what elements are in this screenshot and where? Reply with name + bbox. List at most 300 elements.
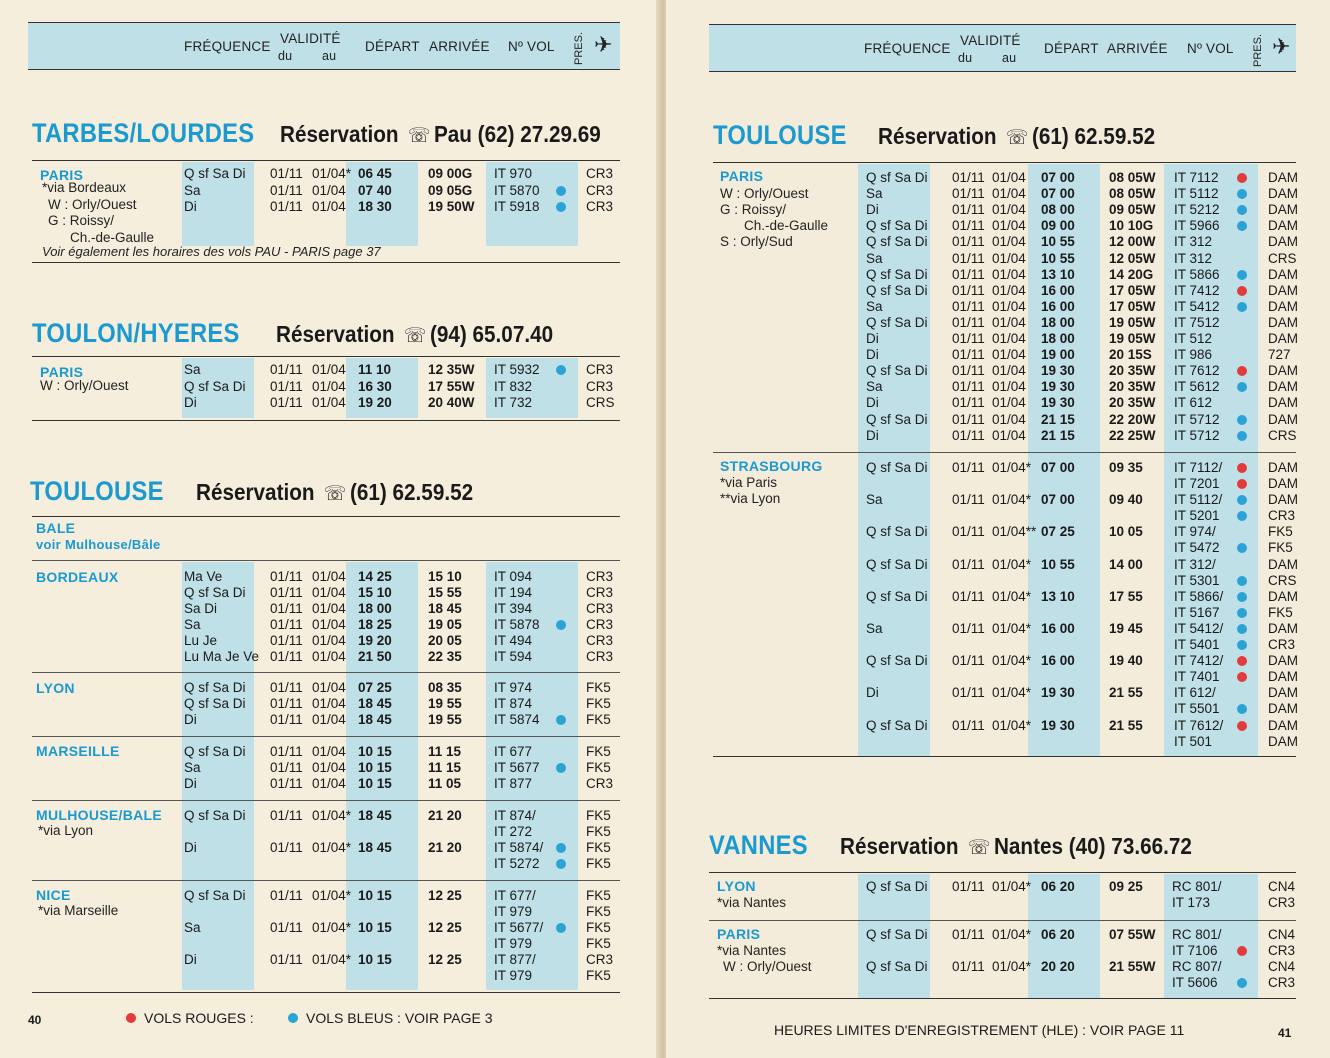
see-mulhouse: voir Mulhouse/Bâle — [36, 537, 161, 552]
arrival-time: 09 05W — [1109, 202, 1156, 218]
flight-number: IT 7401 — [1174, 669, 1220, 685]
valid-from: 01/11 — [952, 202, 985, 218]
flight-number: IT 5501 — [1174, 701, 1220, 717]
valid-to: 01/04 — [992, 266, 1026, 282]
destination-note: *via Nantes — [717, 943, 787, 958]
header-validite: VALIDITÉ — [280, 31, 341, 46]
frequency: Q sf Sa Di — [866, 218, 928, 234]
aircraft-type: FK5 — [586, 840, 611, 855]
rule — [713, 452, 1296, 453]
arrival-time: 17 55W — [428, 378, 475, 394]
frequency: Q sf Sa Di — [866, 363, 928, 379]
valid-from: 01/11 — [952, 653, 985, 669]
city-title: TARBES/LOURDES — [32, 118, 255, 148]
red-dot-icon — [1237, 286, 1247, 296]
frequency: Q sf Sa Di — [866, 411, 928, 427]
frequency: Q sf Sa Di — [866, 282, 928, 298]
departure-time: 07 40 — [358, 182, 392, 198]
flight-number: IT 5932 — [494, 362, 540, 377]
valid-from: 01/11 — [270, 888, 303, 903]
valid-to: 01/04 — [992, 250, 1026, 266]
frequency: Di — [184, 395, 197, 410]
flight-number: IT 312 — [1174, 250, 1213, 266]
arrival-time: 19 40 — [1109, 653, 1143, 669]
flight-number: IT 5472 — [1174, 540, 1220, 556]
aircraft-type: CN4 — [1268, 927, 1296, 942]
frequency: Di — [184, 199, 197, 214]
departure-time: 10 15 — [358, 920, 392, 935]
destination-note: W : Orly/Ouest — [720, 186, 809, 201]
valid-to: 01/04 — [992, 347, 1026, 363]
destination-note: W : Orly/Ouest — [40, 378, 129, 393]
aircraft-type: CR3 — [586, 182, 614, 198]
valid-from: 01/11 — [952, 621, 985, 636]
valid-from: 01/11 — [270, 199, 303, 214]
blue-dot-icon — [1237, 640, 1247, 650]
arrival-time: 12 25 — [428, 888, 462, 903]
arrival-time: 11 15 — [428, 744, 462, 759]
departure-time: 19 20 — [358, 395, 392, 410]
frequency: Q sf Sa Di — [184, 585, 246, 600]
flight-number: IT 979 — [494, 968, 533, 983]
arrival-time: 20 40W — [428, 395, 475, 410]
header-arrivee: ARRIVÉE — [1107, 41, 1168, 56]
frequency: Ma Ve — [184, 569, 223, 584]
aircraft-type: FK5 — [586, 712, 611, 727]
flight-number: IT 7612/ — [1174, 717, 1224, 733]
destination-note: G : Roissy/ — [720, 202, 787, 217]
valid-to: 01/04 — [312, 199, 346, 214]
departure-time: 07 00 — [1041, 492, 1075, 508]
header-validite: VALIDITÉ — [960, 33, 1021, 48]
aircraft-type: DAM — [1268, 331, 1298, 346]
flight-number: IT 5677 — [494, 760, 540, 775]
city-title: TOULOUSE — [713, 120, 847, 150]
phone-icon: ☏ — [407, 125, 431, 147]
arrival-time: 09 05G — [428, 182, 473, 198]
rule — [32, 560, 620, 561]
valid-to: 01/04* — [992, 492, 1032, 508]
flight-number: IT 5606 — [1172, 975, 1218, 990]
aircraft-type: FK5 — [586, 856, 611, 871]
flight-number: IT 612 — [1174, 395, 1213, 411]
flight-number: IT 677/ — [494, 888, 536, 903]
flight-number: IT 5167 — [1174, 604, 1220, 620]
flight-number: IT 832 — [494, 378, 533, 394]
frequency: Sa Di — [184, 601, 218, 616]
flight-number: IT 874/ — [494, 808, 536, 823]
flight-number: IT 5866/ — [1174, 588, 1224, 604]
aircraft-type: DAM — [1268, 298, 1298, 314]
valid-to: 01/04 — [992, 170, 1026, 185]
valid-from: 01/11 — [952, 266, 985, 282]
aircraft-type: FK5 — [586, 696, 611, 711]
aircraft-type: FK5 — [586, 680, 611, 695]
aircraft-type: DAM — [1268, 234, 1298, 250]
aircraft-type: DAM — [1268, 395, 1298, 411]
frequency: Sa — [866, 250, 883, 266]
rule — [32, 160, 620, 161]
arrival-time: 19 55 — [428, 712, 462, 727]
departure-time: 20 20 — [1041, 959, 1075, 974]
departure-time: 16 30 — [358, 378, 392, 394]
valid-from: 01/11 — [270, 362, 303, 377]
arrival-time: 09 35 — [1109, 460, 1143, 475]
destination-lyon: LYON — [36, 680, 75, 696]
destination-note: W : Orly/Ouest — [48, 196, 137, 212]
flight-number: IT 312/ — [1174, 556, 1216, 572]
red-dot-icon — [1237, 479, 1247, 489]
aircraft-type: DAM — [1268, 218, 1298, 234]
valid-from: 01/11 — [952, 314, 985, 330]
frequency: Q sf Sa Di — [866, 717, 928, 733]
valid-from: 01/11 — [270, 920, 303, 935]
valid-from: 01/11 — [952, 186, 985, 202]
valid-from: 01/11 — [952, 298, 985, 314]
arrival-time: 14 20G — [1109, 266, 1154, 282]
blue-dot-icon — [556, 923, 566, 933]
destination-note: *via Paris — [720, 475, 778, 490]
frequency: Di — [184, 776, 197, 791]
aircraft-type: FK5 — [586, 968, 611, 983]
phone-number: (61) 62.59.52 — [1031, 123, 1156, 149]
flight-number: IT 494 — [494, 633, 533, 648]
valid-from: 01/11 — [270, 840, 303, 855]
aircraft-type: CR3 — [1268, 637, 1296, 652]
valid-from: 01/11 — [270, 808, 303, 823]
rule — [709, 920, 1296, 921]
rule — [32, 516, 620, 517]
red-dot-icon — [1237, 946, 1247, 956]
valid-from: 01/11 — [952, 427, 985, 443]
blue-dot-icon — [1237, 431, 1247, 441]
flight-number: IT 7412 — [1174, 282, 1220, 298]
flight-number: IT 612/ — [1174, 685, 1216, 701]
valid-to: 01/04 — [312, 569, 346, 584]
flight-number: IT 5677/ — [494, 920, 544, 935]
valid-to: 01/04 — [312, 395, 346, 410]
arrival-time: 20 35W — [1109, 395, 1156, 411]
flight-number: IT 7201 — [1174, 476, 1220, 491]
valid-to: 01/04 — [312, 617, 346, 632]
departure-time: 07 25 — [1041, 524, 1075, 540]
valid-from: 01/11 — [952, 717, 985, 733]
valid-from: 01/11 — [270, 601, 303, 616]
frequency: Di — [184, 712, 197, 727]
flight-number: RC 801/ — [1172, 927, 1222, 942]
valid-to: 01/04* — [312, 840, 352, 855]
flight-number: IT 5412 — [1174, 298, 1220, 314]
rule — [713, 162, 1296, 163]
departure-time: 18 00 — [358, 601, 392, 616]
reservation-line — [196, 479, 473, 506]
arrival-time: 12 05W — [1109, 250, 1156, 266]
legend-blue: VOLS BLEUS : VOIR PAGE 3 — [306, 1010, 493, 1026]
frequency: Q sf Sa Di — [866, 234, 928, 250]
aircraft-type: CRS — [1268, 427, 1297, 443]
valid-to: 01/04 — [312, 378, 346, 394]
valid-from: 01/11 — [952, 347, 985, 363]
aircraft-type: CR3 — [586, 378, 614, 394]
frequency: Sa — [184, 617, 201, 632]
aircraft-type: DAM — [1268, 733, 1298, 749]
aircraft-type: CR3 — [586, 601, 614, 616]
arrival-time: 08 05W — [1109, 186, 1156, 202]
airplane-icon: ✈ — [594, 32, 613, 57]
departure-time: 10 15 — [358, 760, 392, 775]
header-au: au — [322, 49, 337, 63]
departure-time: 11 10 — [358, 362, 392, 377]
red-dot-icon — [1237, 463, 1247, 473]
aircraft-type: CRS — [586, 395, 615, 410]
aircraft-type: FK5 — [586, 744, 611, 759]
valid-to: 01/04 — [992, 379, 1026, 395]
aircraft-type: DAM — [1268, 363, 1298, 379]
rule — [709, 872, 1296, 873]
flight-number: IT 173 — [1172, 895, 1211, 910]
flight-number: IT 272 — [494, 824, 533, 839]
valid-from: 01/11 — [952, 927, 985, 942]
destination-marseille: MARSEILLE — [36, 743, 120, 759]
flight-number: IT 512 — [1174, 331, 1213, 346]
valid-to: 01/04* — [992, 588, 1032, 604]
aircraft-type: DAM — [1268, 266, 1298, 282]
blue-dot-icon — [556, 365, 566, 375]
city-title: TOULOUSE — [30, 476, 164, 506]
aircraft-type: 727 — [1268, 347, 1291, 363]
aircraft-type: FK5 — [586, 760, 611, 775]
valid-to: 01/04* — [992, 717, 1032, 733]
arrival-time: 17 05W — [1109, 298, 1156, 314]
valid-to: 01/04* — [312, 952, 352, 967]
flight-number: IT 970 — [494, 166, 533, 181]
flight-number: IT 5212 — [1174, 202, 1220, 218]
departure-time: 18 00 — [1041, 331, 1075, 346]
frequency: Q sf Sa Di — [866, 588, 928, 604]
aircraft-type: CR3 — [586, 569, 614, 584]
arrival-time: 12 00W — [1109, 234, 1156, 250]
valid-to: 01/04* — [992, 653, 1032, 669]
aircraft-type: CR3 — [1268, 508, 1296, 524]
legend-red: VOLS ROUGES : — [144, 1010, 254, 1026]
aircraft-type: DAM — [1268, 556, 1298, 572]
column-header — [28, 22, 620, 70]
header-du: du — [958, 51, 973, 65]
header-no-vol: Nº VOL — [508, 39, 555, 54]
destination-paris: PARIS — [720, 168, 764, 184]
flight-number: IT 094 — [494, 569, 533, 584]
header-depart: DÉPART — [1044, 41, 1099, 56]
departure-time: 18 00 — [1041, 314, 1075, 330]
frequency: Q sf Sa Di — [866, 959, 928, 974]
valid-from: 01/11 — [270, 633, 303, 648]
header-no-vol: Nº VOL — [1187, 41, 1234, 56]
frequency: Q sf Sa Di — [184, 166, 246, 181]
blue-dot-icon — [556, 843, 566, 853]
valid-to: 01/04 — [312, 585, 346, 600]
flight-number: RC 807/ — [1172, 959, 1222, 974]
flight-number: IT 5966 — [1174, 218, 1220, 234]
blue-dot-icon — [556, 715, 566, 725]
aircraft-type: CR3 — [1268, 943, 1296, 958]
flight-number: IT 7112 — [1174, 170, 1219, 185]
city-title: VANNES — [709, 830, 808, 860]
arrival-time: 21 20 — [428, 840, 462, 855]
valid-to: 01/04 — [992, 427, 1026, 443]
valid-to: 01/04 — [312, 760, 346, 775]
valid-from: 01/11 — [952, 395, 985, 411]
reservation-label: Réservation — [196, 479, 315, 505]
valid-to: 01/04* — [992, 621, 1032, 636]
arrival-time: 10 10G — [1109, 218, 1154, 234]
departure-time: 07 00 — [1041, 460, 1075, 475]
frequency: Sa — [866, 186, 883, 202]
departure-time: 19 20 — [358, 633, 392, 648]
valid-from: 01/11 — [952, 250, 985, 266]
aircraft-type: FK5 — [1268, 524, 1293, 540]
valid-from: 01/11 — [952, 959, 985, 974]
timetable-page-41 — [666, 0, 1330, 1058]
valid-to: 01/04 — [992, 218, 1026, 234]
destination-lyon: LYON — [717, 878, 756, 894]
destination-note: *via Marseille — [38, 903, 119, 918]
frequency: Sa — [866, 379, 883, 395]
destination-note: G : Roissy/ — [48, 213, 115, 228]
arrival-time: 21 20 — [428, 808, 462, 823]
valid-from: 01/11 — [270, 744, 303, 759]
column-header — [709, 24, 1296, 72]
valid-to: 01/04* — [992, 959, 1032, 974]
page-number: 40 — [28, 1013, 42, 1027]
destination-note: S : Orly/Sud — [720, 234, 793, 249]
flight-number: IT 7612 — [1174, 363, 1220, 379]
aircraft-type: DAM — [1268, 621, 1298, 636]
arrival-time: 22 25W — [1109, 427, 1156, 443]
flight-number: IT 5712 — [1174, 427, 1220, 443]
rule — [32, 992, 620, 993]
flight-number: IT 194 — [494, 585, 533, 600]
flight-number: IT 5866 — [1174, 266, 1220, 282]
flight-number: IT 312 — [1174, 234, 1213, 250]
valid-to: 01/04* — [312, 808, 352, 823]
city-title: TOULON/HYERES — [32, 318, 240, 348]
valid-to: 01/04 — [312, 362, 346, 377]
aircraft-type: DAM — [1268, 476, 1298, 491]
destination-note: Ch.-de-Gaulle — [744, 218, 829, 233]
aircraft-type: DAM — [1268, 717, 1298, 733]
frequency: Lu Ma Je Ve — [184, 649, 260, 664]
reservation-label: Réservation — [276, 321, 395, 347]
departure-time: 06 20 — [1041, 879, 1075, 894]
destination-note: *via Nantes — [717, 895, 787, 910]
departure-time: 06 20 — [1041, 927, 1075, 942]
reservation-label: Réservation — [280, 121, 399, 147]
arrival-time: 11 15 — [428, 760, 462, 775]
aircraft-type: CR3 — [586, 633, 614, 648]
destination-note: W : Orly/Ouest — [723, 959, 812, 974]
destination-paris: PARIS — [40, 167, 84, 183]
header-depart: DÉPART — [365, 39, 420, 54]
aircraft-type: CN4 — [1268, 879, 1296, 894]
destination-mulhouse: MULHOUSE/BALE — [36, 807, 163, 823]
valid-from: 01/11 — [952, 556, 985, 572]
arrival-time: 15 10 — [428, 569, 462, 584]
reservation-label: Réservation — [840, 833, 959, 859]
blue-dot-icon — [556, 763, 566, 773]
valid-from: 01/11 — [952, 218, 985, 234]
flight-number: IT 986 — [1174, 347, 1213, 363]
phone-number: Pau (62) 27.29.69 — [433, 121, 601, 147]
aircraft-type: DAM — [1268, 170, 1298, 185]
arrival-time: 19 05 — [428, 617, 462, 632]
departure-time: 21 15 — [1041, 427, 1075, 443]
valid-to: 01/04 — [992, 331, 1026, 346]
header-frequence: FRÉQUENCE — [184, 39, 271, 54]
phone-number: (94) 65.07.40 — [429, 321, 554, 347]
valid-from: 01/11 — [952, 379, 985, 395]
valid-from: 01/11 — [952, 685, 985, 701]
departure-time: 19 00 — [1041, 347, 1075, 363]
frequency: Q sf Sa Di — [184, 888, 246, 903]
arrival-time: 12 25 — [428, 920, 462, 935]
departure-time: 19 30 — [1041, 685, 1075, 701]
departure-time: 21 50 — [358, 649, 392, 664]
frequency: Q sf Sa Di — [866, 524, 928, 540]
frequency: Di — [184, 952, 197, 967]
valid-to: 01/04 — [992, 298, 1026, 314]
header-au: au — [1002, 51, 1017, 65]
destination-note: **via Lyon — [720, 491, 781, 506]
rule — [32, 800, 620, 801]
frequency: Q sf Sa Di — [184, 808, 246, 823]
destination-note: *via Lyon — [38, 823, 94, 838]
arrival-time: 22 20W — [1109, 411, 1156, 427]
aircraft-type: CR3 — [1268, 975, 1296, 990]
valid-from: 01/11 — [270, 569, 303, 584]
blue-dot-icon — [288, 1013, 298, 1023]
blue-dot-icon — [556, 186, 566, 196]
departure-time: 14 25 — [358, 569, 392, 584]
phone-number: Nantes (40) 73.66.72 — [993, 833, 1192, 859]
valid-from: 01/11 — [270, 776, 303, 791]
blue-dot-icon — [1237, 624, 1247, 634]
flight-number: IT 877/ — [494, 952, 536, 967]
departure-time: 21 15 — [1041, 411, 1075, 427]
frequency: Q sf Sa Di — [184, 744, 246, 759]
aircraft-type: CR3 — [586, 617, 614, 632]
frequency: Sa — [866, 492, 883, 508]
aircraft-type: CR3 — [586, 362, 614, 377]
valid-to: 01/04 — [992, 234, 1026, 250]
flight-number: IT 5272 — [494, 856, 540, 871]
valid-from: 01/11 — [952, 524, 985, 540]
aircraft-type: CRS — [1268, 250, 1297, 266]
aircraft-type: FK5 — [586, 808, 611, 823]
valid-to: 01/04 — [312, 776, 346, 791]
blue-dot-icon — [1237, 576, 1247, 586]
frequency: Di — [866, 331, 879, 346]
aircraft-type: DAM — [1268, 653, 1298, 669]
frequency: Sa — [184, 760, 201, 775]
destination-strasbourg: STRASBOURG — [720, 458, 823, 474]
flight-number: IT 5918 — [494, 199, 540, 214]
aircraft-type: FK5 — [586, 904, 611, 919]
departure-time: 16 00 — [1041, 298, 1075, 314]
frequency: Q sf Sa Di — [866, 879, 928, 894]
frequency: Q sf Sa Di — [866, 170, 928, 185]
aircraft-type: DAM — [1268, 314, 1298, 330]
aircraft-type: CR3 — [586, 776, 614, 791]
